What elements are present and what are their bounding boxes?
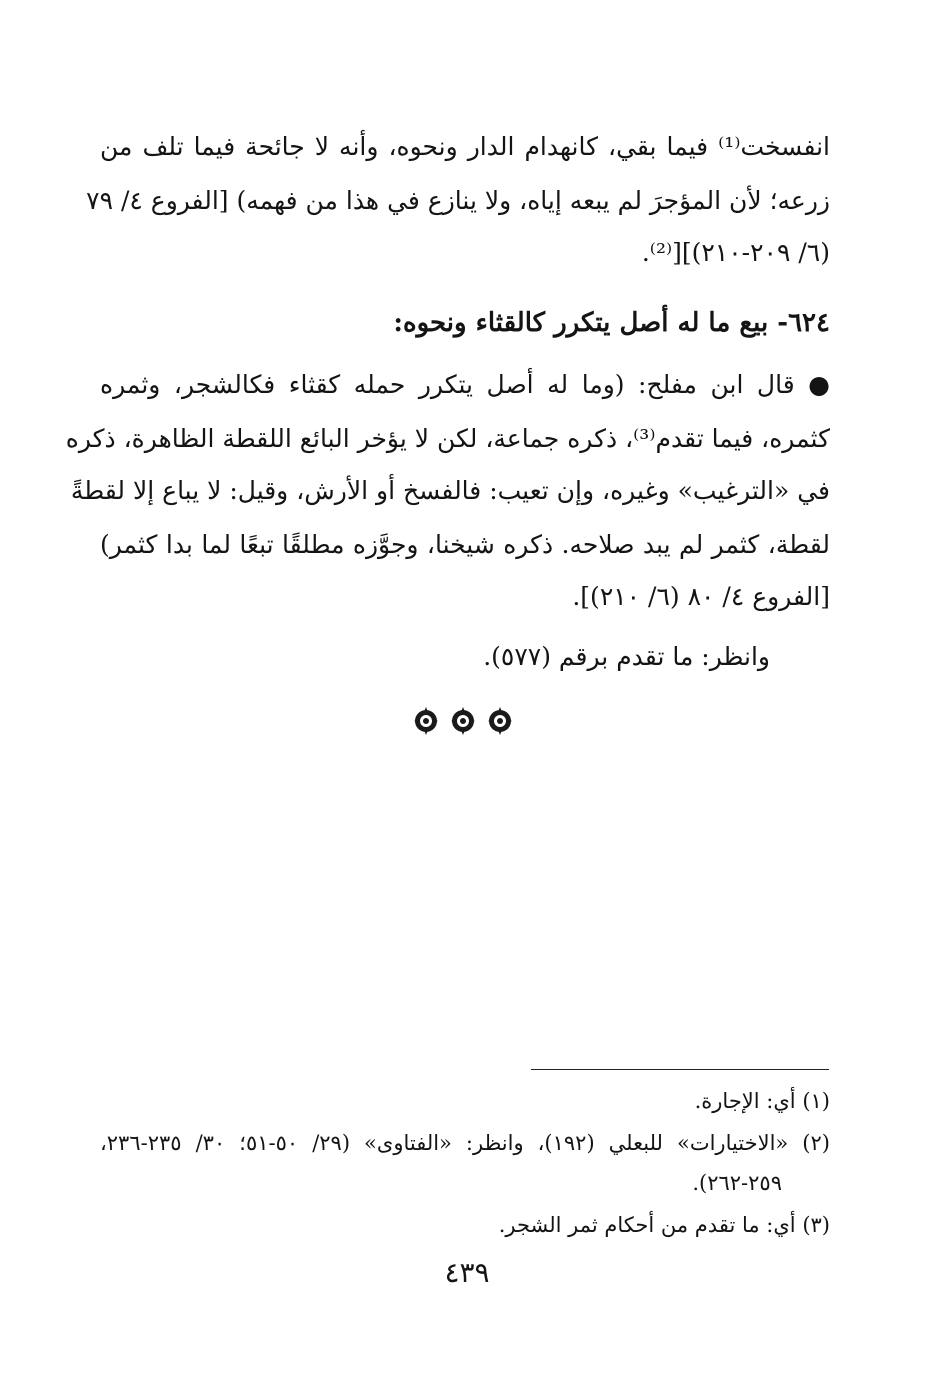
body-line-5: كثمره، فيما تقدم⁽³⁾، ذكره جماعة، لكن لا يؤخر البائع اللقطة الظاهرة، ذكره <box>65 424 830 453</box>
section-ornaments <box>413 706 513 738</box>
page-number: ٤٣٩ <box>444 1256 490 1289</box>
body-line-3: (٦/ ٢٠٩-٢١٠)][⁽²⁾. <box>641 238 830 267</box>
footnote-separator <box>531 1069 829 1070</box>
footnote-2-continued: ٢٥٩-٢٦٢). <box>692 1171 782 1195</box>
body-line-7: لقطة، كثمر لم يبد صلاحه. ذكره شيخنا، وجوَّزه مطلقًا تبعًا لما بدا كثمر) <box>100 530 830 559</box>
footnote-3: (٣) أي: ما تقدم من أحكام ثمر الشجر. <box>498 1213 830 1237</box>
body-line-4: ● قال ابن مفلح: (وما له أصل يتكرر حمله كقثاء فكالشجر، وثمره <box>100 370 830 399</box>
body-line-6: في «الترغيب» وغيره، وإن تعيب: فالفسخ أو الأرش، وقيل: لا يباع إلا لقطةً <box>70 476 830 505</box>
ornament-flower-icon <box>413 706 439 736</box>
body-line-8: [الفروع ٤/ ٨٠ (٦/ ٢١٠)]. <box>572 582 830 611</box>
footnote-1: (١) أي: الإجارة. <box>694 1089 830 1113</box>
section-heading: ٦٢٤- بيع ما له أصل يتكرر كالقثاء ونحوه: <box>393 308 830 338</box>
ornament-flower-icon <box>487 706 513 736</box>
ornament-flower-icon <box>450 706 476 736</box>
body-line-1: انفسخت⁽¹⁾ فيما بقي، كانهدام الدار ونحوه، وأنه لا جائحة فيما تلف من <box>100 132 830 161</box>
see-also-line: وانظر: ما تقدم برقم (٥٧٧). <box>483 642 770 671</box>
footnote-2: (٢) «الاختيارات» للبعلي (١٩٢)، وانظر: «الفتاوى» (٢٩/ ٥٠-٥١؛ ٣٠/ ٢٣٥-٢٣٦، <box>100 1131 830 1155</box>
body-line-2: زرعه؛ لأن المؤجرَ لم يبعه إياه، ولا ينازع في هذا من فهمه) [الفروع ٤/ ٧٩ <box>86 186 830 215</box>
